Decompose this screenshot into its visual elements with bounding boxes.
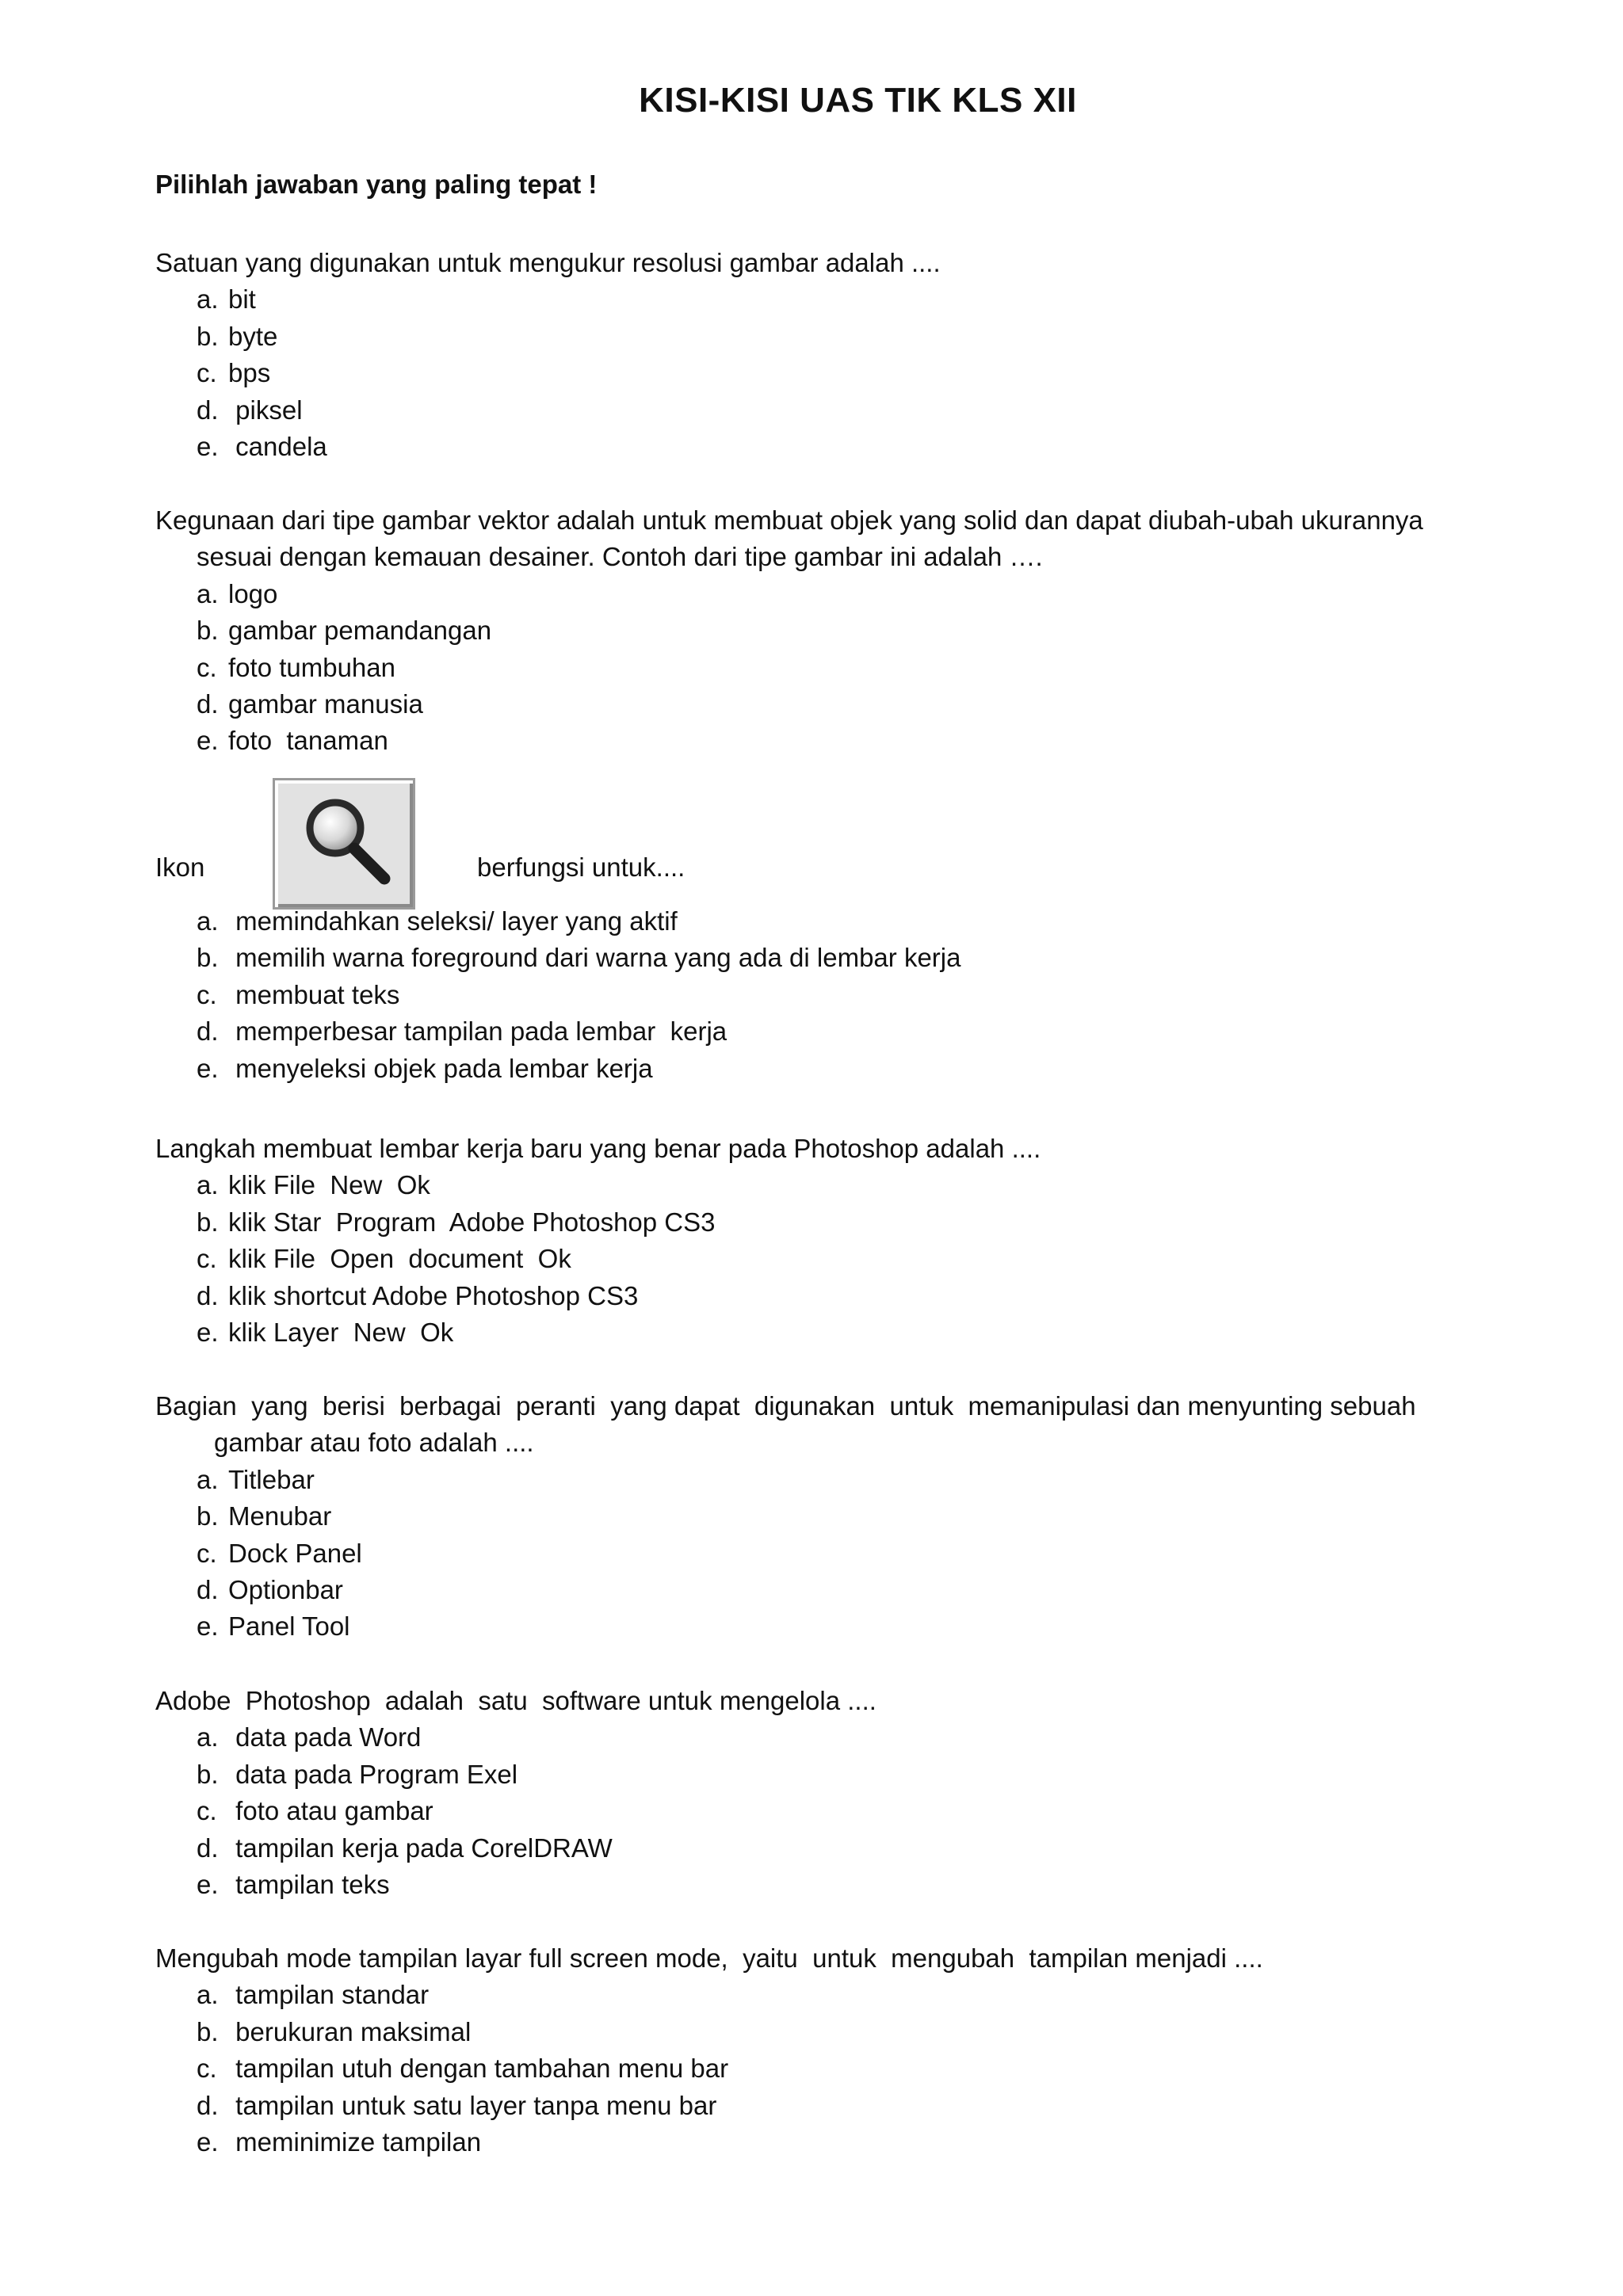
option-a: a. klik File New Ok bbox=[197, 1170, 430, 1200]
option-d: d. tampilan kerja pada CorelDRAW bbox=[197, 1833, 613, 1863]
option-e: e. tampilan teks bbox=[197, 1870, 390, 1900]
option-list bbox=[155, 903, 1558, 1087]
question-stem: Satuan yang digunakan untuk mengukur resolusi gambar adalah .... bbox=[155, 248, 941, 277]
question-stem: Langkah membuat lembar kerja baru yang benar pada Photoshop adalah .... bbox=[155, 1134, 1041, 1163]
option-list bbox=[155, 1167, 1558, 1351]
option-a: a. data pada Word bbox=[197, 1722, 422, 1753]
question-stem: Ikon berfungsi untuk.... bbox=[155, 821, 1558, 903]
option-c: c. tampilan utuh dengan tambahan menu bar bbox=[197, 2054, 729, 2084]
option-b: b. data pada Program Exel bbox=[197, 1759, 518, 1789]
option-list bbox=[155, 576, 1558, 760]
option-d: d. memperbesar tampilan pada lembar kerja bbox=[197, 1016, 727, 1047]
option-a: a. Titlebar bbox=[197, 1464, 315, 1494]
option-c: c. klik File Open document Ok bbox=[197, 1244, 571, 1274]
option-b: b. byte bbox=[197, 321, 278, 351]
option-b: b. memilih warna foreground dari warna yang ada di lembar kerja bbox=[197, 943, 961, 973]
page-title: KISI-KISI UAS TIK KLS XII bbox=[639, 81, 1077, 120]
question-stem: Kegunaan dari tipe gambar vektor adalah untuk membuat objek yang solid dan dapat diubah-ubah ukurannya sesuai dengan kemauan desainer. Contoh dari tipe gambar ini adalah …. bbox=[155, 505, 1423, 572]
option-d: d. Optionbar bbox=[197, 1575, 343, 1605]
question-1 bbox=[155, 245, 1558, 465]
zoom-tool-icon bbox=[273, 778, 415, 910]
question-4 bbox=[155, 1131, 1558, 1351]
option-list bbox=[155, 281, 1558, 465]
question-stem: Mengubah mode tampilan layar full screen mode, yaitu untuk mengubah tampilan menjadi .... bbox=[155, 1943, 1263, 1973]
option-d: d. piksel bbox=[197, 395, 303, 425]
option-a: a. memindahkan seleksi/ layer yang aktif bbox=[197, 906, 678, 936]
option-b: b. klik Star Program Adobe Photoshop CS3 bbox=[197, 1207, 716, 1237]
option-d: d. klik shortcut Adobe Photoshop CS3 bbox=[197, 1280, 639, 1310]
option-a: a. tampilan standar bbox=[197, 1980, 430, 2010]
option-e: e. candela bbox=[197, 432, 327, 462]
option-c: c. Dock Panel bbox=[197, 1538, 362, 1568]
option-list bbox=[155, 1977, 1558, 2161]
question-stem: Adobe Photoshop adalah satu software untuk mengelola .... bbox=[155, 1686, 876, 1715]
question-7 bbox=[155, 1940, 1558, 2161]
option-list bbox=[155, 1719, 1558, 1903]
question-2 bbox=[155, 502, 1558, 760]
option-e: e. foto tanaman bbox=[197, 726, 388, 756]
option-e: e. meminimize tampilan bbox=[197, 2127, 482, 2157]
option-c: c. membuat teks bbox=[197, 979, 400, 1009]
question-5 bbox=[155, 1388, 1558, 1646]
option-c: c. bps bbox=[197, 358, 271, 388]
option-a: a. logo bbox=[197, 578, 278, 608]
option-e: e. menyeleksi objek pada lembar kerja bbox=[197, 1053, 653, 1083]
option-b: b. gambar pemandangan bbox=[197, 616, 492, 646]
question-stem: Bagian yang berisi berbagai peranti yang dapat digunakan untuk memanipulasi dan menyunting sebuah gambar atau foto adalah .... bbox=[155, 1391, 1416, 1458]
option-b: b. Menubar bbox=[197, 1501, 332, 1531]
question-3 bbox=[155, 821, 1558, 1087]
option-c: c. foto atau gambar bbox=[197, 1796, 433, 1826]
option-list bbox=[155, 1462, 1558, 1646]
option-a: a. bit bbox=[197, 284, 256, 315]
option-c: c. foto tumbuhan bbox=[197, 652, 395, 682]
question-6 bbox=[155, 1683, 1558, 1903]
option-b: b. berukuran maksimal bbox=[197, 2016, 472, 2046]
option-d: d. gambar manusia bbox=[197, 689, 423, 719]
option-d: d. tampilan untuk satu layer tanpa menu bar bbox=[197, 2090, 717, 2120]
option-e: e. klik Layer New Ok bbox=[197, 1318, 454, 1348]
instruction: Pilihlah jawaban yang paling tepat ! bbox=[155, 170, 598, 199]
option-e: e. Panel Tool bbox=[197, 1611, 350, 1642]
